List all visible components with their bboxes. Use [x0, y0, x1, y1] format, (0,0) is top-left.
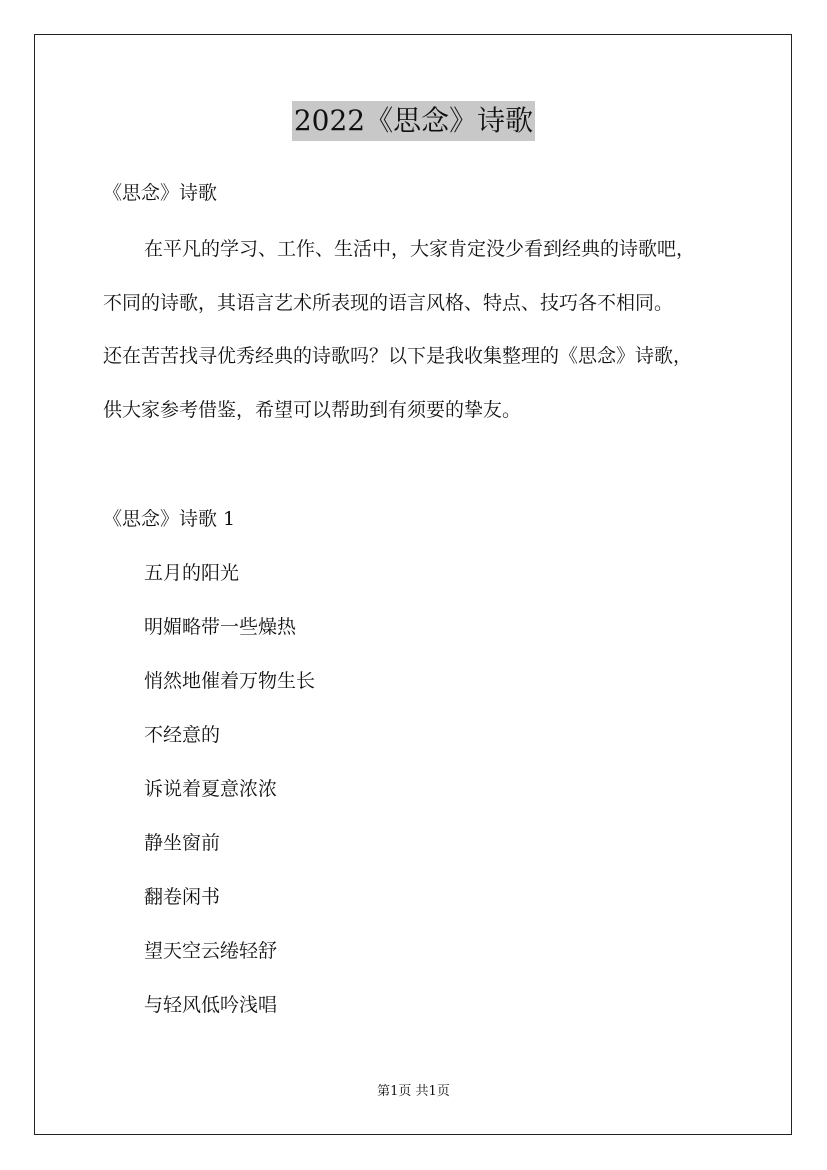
- poem-line: 静坐窗前: [144, 832, 221, 854]
- poem-line: 不经意的: [144, 724, 221, 746]
- intro-line-3: 还在苦苦找寻优秀经典的诗歌吗？以下是我收集整理的《思念》诗歌，: [103, 345, 693, 367]
- poem-line: 悄然地催着万物生长: [144, 670, 316, 692]
- section-heading: 《思念》诗歌 1: [103, 508, 236, 530]
- title-container: [0, 101, 827, 141]
- document-subtitle: 《思念》诗歌: [103, 182, 218, 204]
- document-title: 2022《思念》诗歌: [292, 101, 535, 141]
- poem-line: 与轻风低吟浅唱: [144, 994, 278, 1016]
- poem-line: 望天空云绻轻舒: [144, 940, 278, 962]
- poem-line: 翻卷闲书: [144, 886, 221, 908]
- page-footer: 第1页 共1页: [377, 1084, 450, 1099]
- poem-line: 明媚略带一些燥热: [144, 616, 297, 638]
- poem-line: 诉说着夏意浓浓: [144, 778, 278, 800]
- intro-line-4: 供大家参考借鉴，希望可以帮助到有须要的挚友。: [103, 399, 522, 421]
- intro-line-1: 在平凡的学习、工作、生活中，大家肯定没少看到经典的诗歌吧，: [144, 238, 696, 260]
- poem-line: 五月的阳光: [144, 562, 240, 584]
- intro-line-2: 不同的诗歌，其语言艺术所表现的语言风格、特点、技巧各不相同。: [103, 292, 674, 314]
